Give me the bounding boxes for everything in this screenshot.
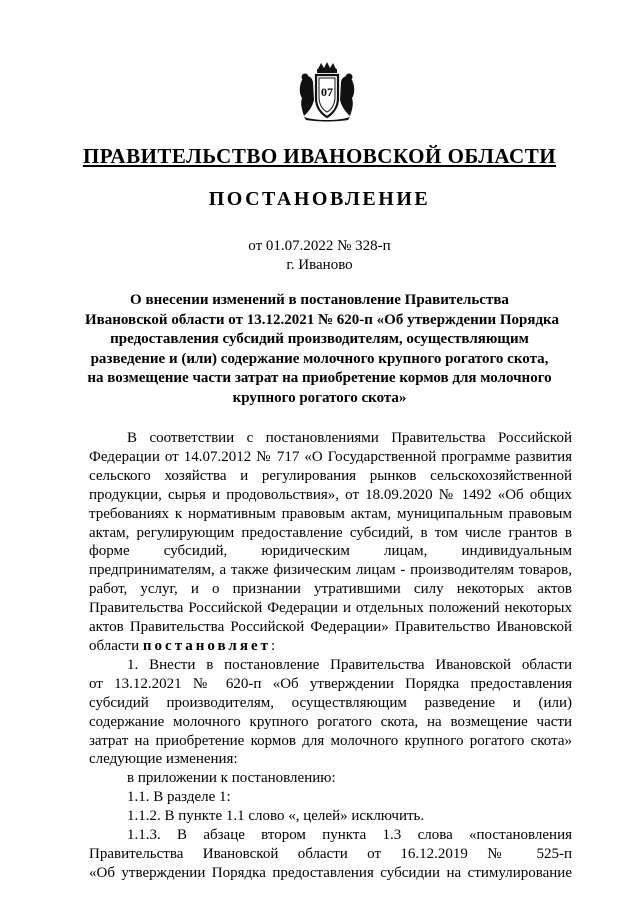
- body-line: актам, регулирующим предоставление субсидий, в том числе грантов в: [89, 524, 572, 541]
- body-line: В соответствии с постановлениями Правительства Российской: [127, 430, 572, 446]
- resolves-colon: :: [271, 637, 276, 654]
- body-line: 1.1.3. В абзаце втором пункта 1.3 слова «постановления: [127, 827, 572, 844]
- body-line: «Об утверждении Порядка предоставления субсидии на стимулирование: [89, 864, 572, 881]
- body-line: Правительства Российской Федерации и отдельных положений некоторых: [89, 600, 572, 617]
- body-line: от 13.12.2021 № 620-п «Об утверждении Порядка предоставления: [89, 675, 572, 692]
- body-line: требованиях к нормативным правовым актам, муниципальным правовым: [89, 505, 572, 522]
- body-line: 1.1.2. В пункте 1.1 слово «, целей» исключить.: [127, 808, 425, 825]
- body-line: предпринимателям, а также физическим лицам - производителям товаров,: [89, 562, 572, 579]
- body-line: затрат на приобретение кормов для молочного крупного рогатого скота»: [89, 732, 572, 749]
- body-line: форме субсидий, юридическим лицам, индивидуальным: [89, 543, 572, 560]
- body-line: субсидий производителям, осуществляющим разведение и (или): [89, 694, 572, 711]
- date-and-number: от 01.07.2022 № 328-п: [248, 238, 391, 254]
- heading-line: предоставления субсидий производителям, осуществляющим: [110, 331, 529, 347]
- city: г. Иваново: [286, 257, 353, 273]
- body-line: следующие изменения:: [89, 751, 238, 768]
- government-title: ПРАВИТЕЛЬСТВО ИВАНОВСКОЙ ОБЛАСТИ: [82, 144, 557, 168]
- body-line-resolves: [89, 637, 572, 656]
- body-line: работ, услуг, и о признании утратившими силу некоторых актов: [89, 581, 572, 598]
- heading-line: разведение и (или) содержание молочного крупного рогатого скота,: [90, 350, 549, 367]
- body-line: Правительства Ивановской области от 16.12.2019 № 525-п: [89, 845, 572, 862]
- body-line-text: области: [89, 637, 140, 654]
- body-line: 1.1. В разделе 1:: [127, 789, 231, 806]
- heading-line: О внесении изменений в постановление Правительства: [130, 292, 509, 308]
- coat-of-arms-icon: [296, 60, 358, 122]
- document-type: ПОСТАНОВЛЕНИЕ: [208, 188, 431, 210]
- heading-line: крупного рогатого скота»: [232, 389, 407, 406]
- body-line: 1. Внести в постановление Правительства Ивановской области: [127, 656, 572, 673]
- body-line: сельского хозяйства и регулирования рынков сельскохозяйственной: [89, 467, 572, 484]
- body-line: в приложении к постановлению:: [127, 770, 336, 787]
- heading-line: на возмещение части затрат на приобретение кормов для молочного: [87, 370, 552, 386]
- document-heading: [85, 291, 559, 408]
- body-line: Федерации от 14.07.2012 № 717 «О Государственной программе развития: [89, 448, 572, 465]
- document-body: [89, 429, 572, 883]
- body-line: продукции, сырья и продовольствия», от 18.09.2020 № 1492 «Об общих: [89, 486, 572, 503]
- body-line: содержание молочного крупного рогатого скота, на возмещение части: [89, 713, 572, 730]
- heading-line: Ивановской области от 13.12.2021 № 620-п «Об утверждении Порядка: [85, 311, 559, 328]
- resolves-word: постановляет: [142, 637, 271, 654]
- body-line: актов Правительства Российской Федерации» Правительство Ивановской: [89, 619, 572, 636]
- emblem-label: 07: [321, 85, 333, 99]
